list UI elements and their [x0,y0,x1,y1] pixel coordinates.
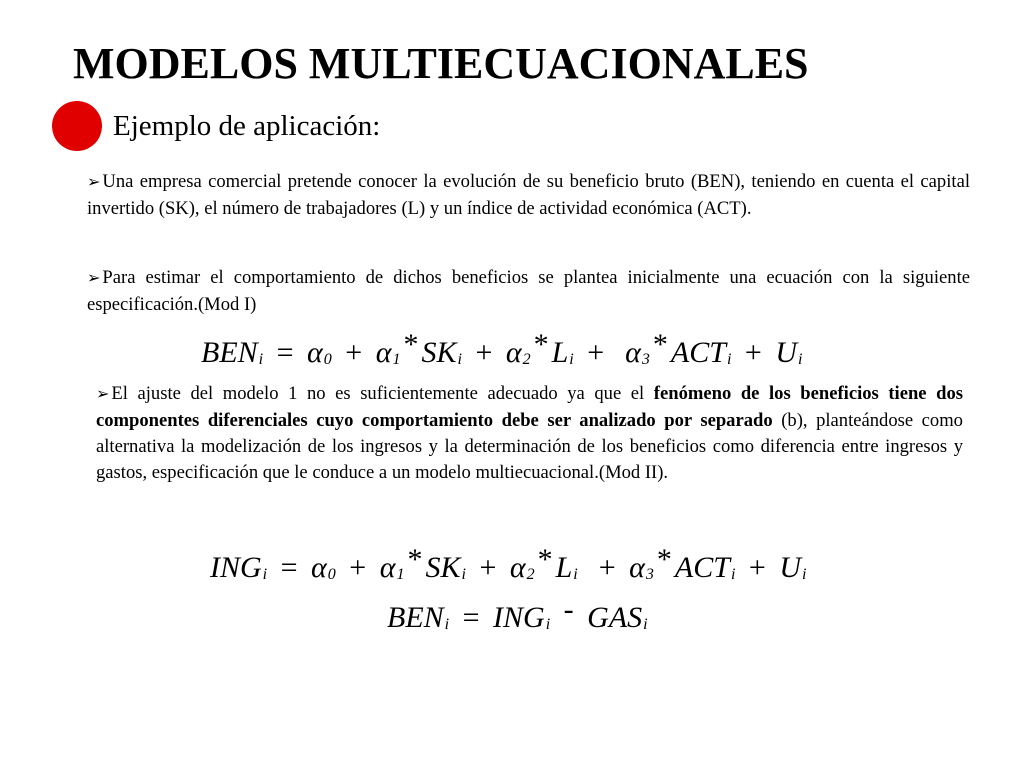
paragraph-1 [87,169,970,222]
slide-title: MODELOS MULTIECUACIONALES [73,39,809,88]
equation-mod-2-ingresos: $ING_i = \alpha_0 + \alpha_1 * SK_i + \alpha_2 * L_i + \alpha_3 * ACT_i + U_i$ [210,543,807,584]
red-circle-bullet-icon [52,101,102,151]
arrow-bullet-icon: ➢ [87,270,101,287]
paragraph-3: ➢ El ajuste del modelo 1 no es suficientemente adecuado ya que el fenómeno de los beneficios tiene dos componentes diferenciales cuyo comportamiento debe ser analizado por separado (b), planteándose como alternativa la modelización de los ingresos y la determinación de los beneficios como diferencia entre ingresos y gastos, especificación que le conduce a un modelo multiecuacional.(Mod II). [96,383,964,483]
equation-mod-2-beneficios: $BEN_i = ING_i - GAS_i$ [387,593,648,634]
arrow-bullet-icon: ➢ [96,386,110,403]
arrow-bullet-icon: ➢ [87,174,101,191]
paragraph-2-text: Para estimar el comportamiento de dichos beneficios se plantea inicialmente una ecuación con la siguiente especificación.(Mod I) [87,267,970,315]
paragraph-1-text: Una empresa comercial pretende conocer la evolución de su beneficio bruto (BEN), teniendo en cuenta el capital invertido (SK), el número de trabajadores (L) y un índice de actividad económica (ACT). [87,171,970,219]
section-subtitle: Ejemplo de aplicación: [113,110,381,142]
paragraph-2 [87,265,970,318]
emphasis-text: fenómeno de los beneficios tiene dos componentes diferenciales cuyo comportamiento debe ser analizado por separado [96,383,964,431]
equation-mod-1: $BEN_i = \alpha_0 + \alpha_1 * SK_i + \alpha_2 * L_i + \alpha_3 * ACT_i + U_i$ [201,328,803,369]
